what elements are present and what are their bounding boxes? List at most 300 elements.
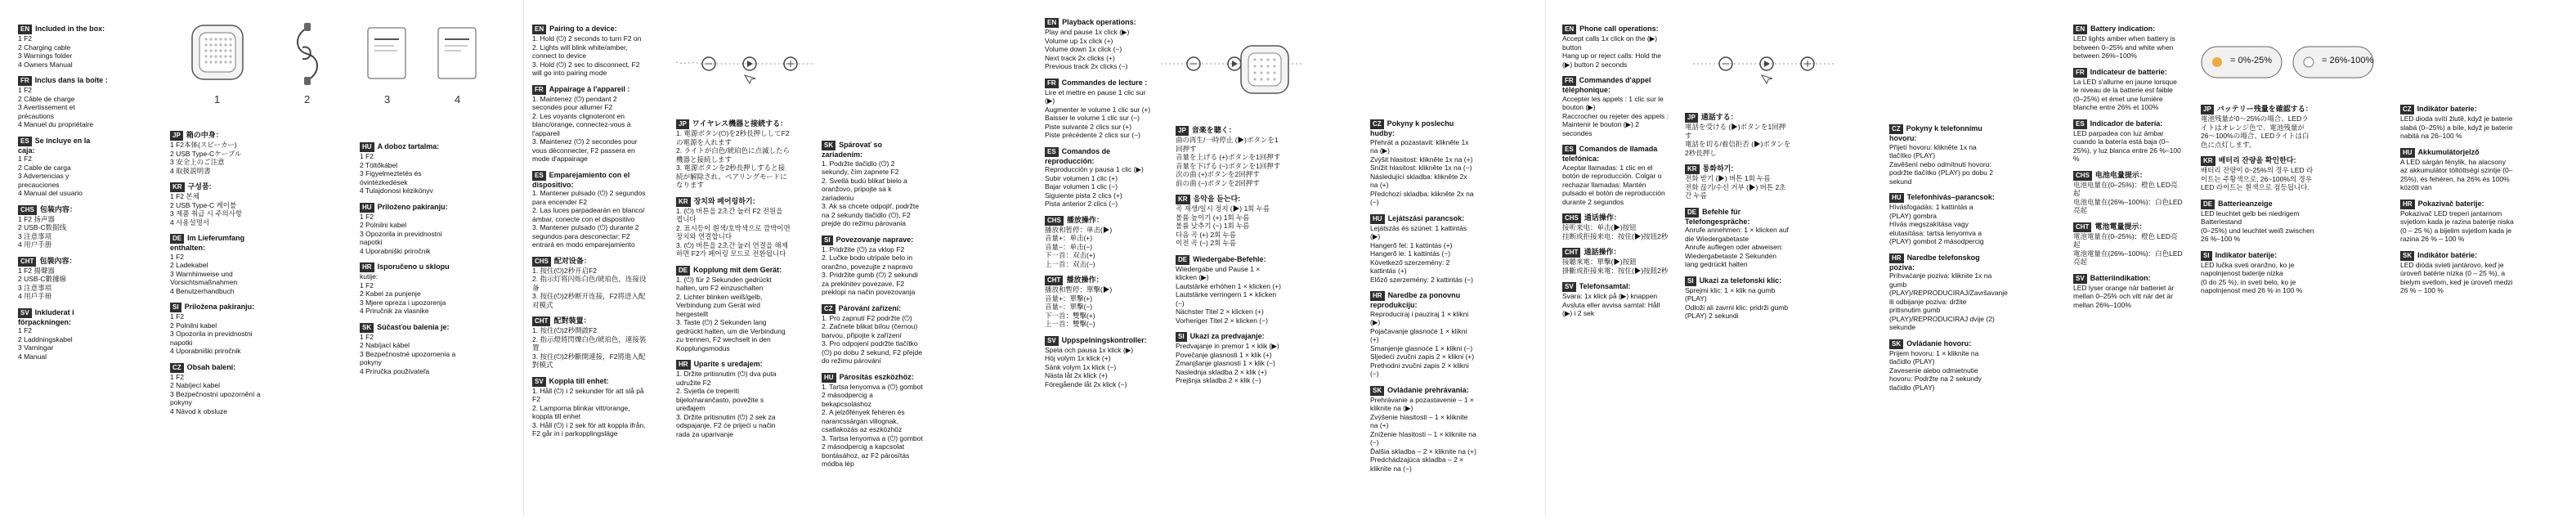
language-block xyxy=(360,262,458,316)
instruction-line: 3 제품 취급 시 주의사항 xyxy=(170,209,243,218)
language-tag: CHT xyxy=(532,316,550,326)
block-heading xyxy=(2073,222,2184,232)
instruction-line: 볼륨 낮추기 (−) 1회 누름 xyxy=(1176,222,1250,230)
instruction-line: 다음 곡 (+) 2회 누름 xyxy=(1176,230,1237,239)
instruction-line: 電池電量在(26%–100%)：白色LED亮起 xyxy=(2073,249,2183,266)
instruction-line: 2 Nabíjecí kabel xyxy=(170,381,220,389)
language-block xyxy=(1045,147,1151,209)
instruction-line: 3 注意事项 xyxy=(18,231,52,240)
instruction-line: 3 Warnhinweise und Vorsichtsmaßnahmen xyxy=(170,269,238,286)
language-block xyxy=(360,323,458,376)
instruction-line: 接听来电：单击(▶)按钮 xyxy=(1562,223,1637,231)
language-tag: CHS xyxy=(1045,216,1064,226)
language-block xyxy=(822,236,924,297)
block-title: Pairing to a device: xyxy=(549,25,617,33)
language-tag: ES xyxy=(2073,119,2087,129)
language-block xyxy=(1370,386,1476,473)
instruction-line: Következő szerzemény: 2 kattintás (+) xyxy=(1370,258,1450,275)
instruction-line: 1 F2 揚聲器 xyxy=(18,266,55,275)
instruction-line: 2. Svjetla će treperiti bijelo/narančasto, povežite s uređajem xyxy=(676,387,764,412)
instruction-line: 2. ライトが白色/琥珀色に点滅したら機器と接続します xyxy=(676,146,791,164)
instruction-line: 電池残量が0〜25%の場合、LEDライトはオレンジ色で、電池残量が26〜100%の場合、LEDライトは白色に点灯します。 xyxy=(2201,114,2309,149)
instruction-line: 2 Polnilni kabel xyxy=(360,221,407,229)
block-heading xyxy=(18,308,108,327)
language-tag: SK xyxy=(1370,386,1384,396)
language-tag: HR xyxy=(1889,254,1904,263)
instruction-line: LED dioda svítí žlutě, když je baterie slabá (0–25%) a bíle, když je baterie nabitá na 26–100 % xyxy=(2400,114,2513,140)
block-title: 包装内容： xyxy=(39,204,77,213)
instruction-line: Přehrát a pozastavit: klikněte 1x na (▶) xyxy=(1370,137,1469,155)
instruction-line: (0 do 25 %), in sveti belo, ko je napolnjenost med 26 % in 100 % xyxy=(2201,277,2303,294)
instruction-line: 1 F2 xyxy=(360,212,374,221)
language-block xyxy=(532,257,647,310)
block-heading xyxy=(2073,119,2184,129)
instruction-line: 曲の再生/一時停止 (▶)ボタンを1回押す xyxy=(1176,136,1279,153)
block-title: Comandos de reproducción: xyxy=(1045,146,1111,165)
instruction-line: 4 Priručnik za vlasnike xyxy=(360,307,429,315)
instruction-line: 3 Mjere opreza i upozorenja xyxy=(360,298,446,307)
instruction-line: (0–25%) und leuchtet weiß zwischen 26 %–100 % xyxy=(2201,226,2314,243)
language-tag: ES xyxy=(532,171,546,181)
block-title: Naredbe za ponovnu reprodukciju: xyxy=(1370,291,1461,309)
instruction-line: Hang up or reject calls: Hold the (▶) button 2 seconds xyxy=(1562,52,1661,69)
block-heading xyxy=(360,323,458,333)
language-block xyxy=(2400,148,2515,192)
box-contents-column-left xyxy=(18,25,108,368)
language-tag: EN xyxy=(2073,25,2087,34)
language-block xyxy=(676,360,791,438)
instruction-line: 2 Nabíjací kábel xyxy=(360,341,410,349)
instruction-line: Reproducción y pausa 1 clic (▶) xyxy=(1045,165,1144,173)
instruction-line: 전화 끊기/수신 거부 (▶) 버튼 2초간 누름 xyxy=(1685,182,1786,200)
language-block xyxy=(170,131,268,175)
battery-column-a xyxy=(2073,25,2184,316)
instruction-line: 1. Pro zapnutí F2 podržte (⏻) xyxy=(822,313,912,322)
language-block xyxy=(2073,222,2184,267)
instruction-line: 4 用戶手冊 xyxy=(18,292,52,300)
instruction-line: 1. Maintenez (⏻) pendant 2 secondes pour allumer F2 xyxy=(532,94,617,111)
language-block xyxy=(170,363,268,416)
instruction-line: 4 사용설명서 xyxy=(170,218,210,227)
block-title: 音楽を聴く： xyxy=(1191,126,1236,134)
block-heading xyxy=(170,363,268,373)
block-title: 电池电量提示： xyxy=(2094,170,2147,179)
instruction-line: kutije: xyxy=(360,272,379,280)
language-tag: CHT xyxy=(1562,248,1580,258)
block-title: Indikátor batérie: xyxy=(2417,250,2478,259)
instruction-line: Odloži ali zavrni klic: pridrži gumb (PLAY) 2 sekundi xyxy=(1685,303,1789,320)
language-block xyxy=(822,141,924,228)
instruction-line: Piste suivante 2 clics sur (+) xyxy=(1045,122,1132,131)
block-heading xyxy=(2073,274,2184,284)
block-heading xyxy=(170,182,268,192)
calls-column-b xyxy=(1685,113,1791,328)
instruction-line: 1. Hold (⏻) 2 seconds to turn F2 on xyxy=(532,34,642,43)
language-block xyxy=(676,197,791,258)
block-heading xyxy=(1370,291,1476,310)
block-heading xyxy=(170,131,268,141)
charging-cable-illustration xyxy=(291,23,324,85)
language-block xyxy=(2400,105,2515,141)
instruction-line: Anrufe auflegen oder abweisen: Wiedergabetaste 2 Sekunden lang gedrückt halten xyxy=(1685,243,1784,268)
instruction-line: 3. (⏻) 버튼을 2초간 눌러 연결을 해제하면 F2가 페어링 모드로 전환됩니다 xyxy=(676,240,788,258)
block-title: 箱の中身： xyxy=(186,131,223,139)
block-heading xyxy=(532,171,647,190)
instruction-line: 4 Manuel du propriétaire xyxy=(18,120,94,128)
instruction-line: 2. Lamporna blinkar vitt/orange, koppla till enhet xyxy=(532,403,630,420)
instruction-line: LED lučka sveti oranžno, ko je napolnjenost baterije nizka xyxy=(2201,260,2295,277)
block-heading xyxy=(170,303,268,312)
block-heading xyxy=(18,25,108,34)
instruction-line: 3 Varningar xyxy=(18,343,54,352)
instruction-line: 1 F2 扬声器 xyxy=(18,214,55,223)
instruction-line: Siguiente pista 2 clics (+) xyxy=(1045,191,1122,200)
instruction-line: 2. 指示灯将闪烁白色/琥珀色，连接设备 xyxy=(532,275,647,292)
battery-low-badge xyxy=(2201,46,2283,79)
instruction-line: 2 Töltőkábel xyxy=(360,160,398,169)
block-title: Telefonsamtal: xyxy=(1579,282,1631,290)
instruction-line: 3 安全上のご注意 xyxy=(170,158,225,166)
language-tag: SV xyxy=(2073,274,2087,284)
block-title: 장치와 페어링하기: xyxy=(693,196,755,205)
block-title: Obsah balení: xyxy=(186,362,236,371)
block-heading xyxy=(1176,126,1282,136)
language-block xyxy=(1370,291,1476,379)
instruction-line: Előző szerzemény: 2 kattintás (−) xyxy=(1370,275,1473,284)
language-block xyxy=(1889,124,1996,186)
language-tag: SK xyxy=(2400,251,2414,261)
language-block xyxy=(18,257,108,301)
language-tag: DE xyxy=(170,234,184,244)
instruction-line: Pokazivač LED treperi jantarnom svjetlom kada je razina baterije niska (0 – 25 %) a bijelim svjetlom kada je razina 26 % – 100 % xyxy=(2400,209,2514,243)
panel-battery xyxy=(2057,0,2576,516)
instruction-line: Previous track 2x clicks (−) xyxy=(1045,62,1128,70)
block-heading xyxy=(532,85,647,95)
language-block xyxy=(1889,193,1996,246)
block-heading xyxy=(676,197,791,207)
instruction-line: 掛斷或拒接來電：按住(▶)按鈕2秒 xyxy=(1562,266,1669,275)
language-block xyxy=(1889,253,2008,332)
block-title: Wiedergabe-Befehle: xyxy=(1193,254,1266,263)
language-tag: HR xyxy=(2400,200,2415,209)
instruction-line: 1 F2 xyxy=(18,326,33,334)
calls-column-a xyxy=(1562,25,1669,325)
language-tag: CZ xyxy=(822,304,836,314)
language-block xyxy=(2201,156,2315,192)
instruction-line: Volume down 1x click (−) xyxy=(1045,45,1122,53)
language-tag: SI xyxy=(1685,276,1696,286)
language-tag: EN xyxy=(1562,25,1576,34)
led-white-icon xyxy=(2304,57,2314,67)
instruction-line: 4 Uporabniški priročnik xyxy=(170,347,241,355)
block-title: Telefonhívás–parancsok: xyxy=(1906,193,1995,201)
language-tag: JP xyxy=(1685,113,1698,123)
language-tag: EN xyxy=(532,25,546,34)
instruction-line: LED leuchtet gelb bei niedrigem Batteriestand xyxy=(2201,209,2300,226)
instruction-line: 1. Mantener pulsado (⏻) 2 segundos para encender F2 xyxy=(532,189,646,206)
language-tag: CZ xyxy=(1889,124,1903,134)
block-heading xyxy=(18,76,108,86)
instruction-line: 電池電量在(0–25%)：橙色 LED亮起 xyxy=(2073,231,2178,249)
block-heading xyxy=(532,377,647,387)
instruction-line: Accepter les appels : 1 clic sur le bouton (▶) xyxy=(1562,94,1664,111)
block-heading xyxy=(2201,251,2315,261)
block-title: A doboz tartalma: xyxy=(377,142,440,150)
language-tag: CHS xyxy=(2073,171,2092,181)
language-block xyxy=(822,304,924,366)
language-block xyxy=(1562,248,1669,275)
language-block xyxy=(532,85,647,164)
instruction-line: 电池电量在(0–25%)：橙色 LED亮起 xyxy=(2073,180,2178,197)
instruction-line: 2 USB Type-C 케이블 xyxy=(170,200,237,209)
instruction-line: Accept calls 1x click on the (▶) button xyxy=(1562,34,1658,52)
instruction-line: 3 Figyelmeztetés és óvintézkedések xyxy=(360,169,422,186)
instruction-line: 音量−：單擊(−) xyxy=(1045,303,1093,311)
block-title: 배터리 잔량을 확인한다: xyxy=(2218,156,2296,164)
instruction-line: 2 Ladekabel xyxy=(170,261,208,269)
instruction-line: Předchozí skladba: klikněte 2x na (−) xyxy=(1370,189,1474,206)
instruction-line: Zníženie hlasitosti – 1 × kliknite na (−) xyxy=(1370,429,1476,446)
instruction-line: 2. Začnete blikat bílou (černou) barvou, připojte k zařízení xyxy=(822,322,918,339)
block-title: Naredbe telefonskog poziva: xyxy=(1889,253,1980,271)
block-title: Priloženo pakiranju: xyxy=(377,202,448,211)
instruction-line: Hangerő le: 1 kattintás (−) xyxy=(1370,249,1451,258)
instruction-line: 2 Cable de carga xyxy=(18,163,71,172)
language-tag: HU xyxy=(822,373,836,383)
instruction-line: 上一首：双击(−) xyxy=(1045,259,1095,268)
instruction-line: 4 Benutzerhandbuch xyxy=(170,286,235,295)
instruction-line: 1 F2 xyxy=(360,152,374,160)
instruction-line: 4 取扱説明書 xyxy=(170,166,211,175)
instruction-line: Pista anterior 2 clics (−) xyxy=(1045,200,1118,208)
block-heading xyxy=(1562,25,1669,34)
instruction-line: 3. Ak sa chcete odpojiť, podržte na 2 sekundy tlačidlo (⏻), F2 prejde do režimu párovania xyxy=(822,202,919,227)
pairing-column-a xyxy=(532,25,647,446)
instruction-line: Zavěšení nebo odmítnutí hovoru: podržte tlačítko (PLAY) po dobu 2 sekund xyxy=(1889,159,1993,186)
instruction-line: Ďalšia skladba – 2 × kliknite na (+) xyxy=(1370,446,1476,455)
instruction-line: 3. 按住(⏻)2秒断开连接，F2将进入配对模式 xyxy=(532,292,646,309)
language-tag: CHT xyxy=(2073,222,2091,232)
block-title: 음악을 듣는다: xyxy=(1193,195,1241,203)
instruction-line: Nästa låt 2x klick (+) xyxy=(1045,371,1108,379)
instruction-line: Spela och pausa 1x klick (▶) xyxy=(1045,345,1134,354)
block-title: Lejátszási parancsok: xyxy=(1387,213,1465,222)
block-title: 播放操作： xyxy=(1066,276,1104,284)
instruction-line: 次の曲 (+)ボタンを2回押す xyxy=(1176,170,1260,178)
instruction-line: 音量+：單擊(+) xyxy=(1045,294,1093,303)
owners-manual-illustration xyxy=(437,26,477,80)
language-tag: CZ xyxy=(2400,105,2414,114)
instruction-line: 前の曲 (−)ボタンを2回押す xyxy=(1176,178,1260,187)
instruction-line: 1. Pridržite (⏻) za vklop F2 xyxy=(822,245,905,254)
block-title: Commandes d'appel téléphonique: xyxy=(1562,76,1651,94)
block-title: Included in the box: xyxy=(35,25,105,33)
instruction-line: Sänk volym 1x klick (−) xyxy=(1045,362,1117,371)
block-title: Battery indication: xyxy=(2090,25,2156,33)
language-tag: CHT xyxy=(18,257,36,267)
instruction-line: 1 F2 xyxy=(170,252,185,261)
language-block xyxy=(1176,255,1282,325)
instruction-line: LED dióda svieti jantárovo, keď je úroveň batérie nízka (0 – 25 %), a bielym svetlom, keď je úroveň medzi 26 % – 100 % xyxy=(2400,260,2513,294)
block-title: Pokyny k poslechu hudby: xyxy=(1370,119,1454,137)
instruction-line: 播放和暂停：单击(▶) xyxy=(1045,225,1113,234)
instruction-line: 3. Tartsa lenyomva a (⏻) gombot 2 másodpercig a kapcsolat bontásához, az F2 párosítás módba lép xyxy=(822,433,923,468)
block-heading xyxy=(1045,18,1151,28)
language-tag: HU xyxy=(1889,193,1904,203)
block-heading xyxy=(1889,124,1996,143)
block-heading xyxy=(1370,119,1476,138)
block-heading xyxy=(1685,276,1791,286)
language-tag: FR xyxy=(18,76,32,86)
block-title: Povezovanje naprave: xyxy=(836,235,914,244)
instruction-line: 3. Maintenez (⏻) 2 secondes pour vous déconnecter, F2 passera en mode d'appairage xyxy=(532,137,638,163)
block-title: Batterieanzeige xyxy=(2218,199,2273,208)
instruction-line: 전화 받기 (▶) 버튼 1회 누름 xyxy=(1685,174,1771,182)
language-tag: DE xyxy=(1685,208,1699,218)
figure-number-3: 3 xyxy=(384,93,391,105)
pairing-button-diagram xyxy=(676,41,823,90)
language-tag: SK xyxy=(1889,339,1903,349)
block-heading xyxy=(1370,214,1476,224)
language-tag: JP xyxy=(170,131,183,141)
language-tag: CHT xyxy=(1045,276,1063,285)
instruction-line: Subir volumen 1 clic (+) xyxy=(1045,173,1118,182)
instruction-line: Sljedeći zvučni zapis 2 × klikni (+) xyxy=(1370,352,1475,361)
panel-playback xyxy=(822,0,1545,516)
instruction-line: 1. 按住(⏻)2秒開啟F2 xyxy=(532,326,597,334)
block-title: Se incluye en la caja: xyxy=(18,136,91,155)
block-heading xyxy=(360,142,458,152)
language-tag: FR xyxy=(1562,76,1576,86)
battery-column-b xyxy=(2201,105,2315,303)
speaker-side-illustration xyxy=(1236,41,1293,98)
language-block xyxy=(360,142,458,195)
block-heading xyxy=(822,373,924,383)
language-block xyxy=(18,137,108,198)
language-block xyxy=(2201,251,2315,295)
instruction-line: Povečanje glasnosti 1 × klik (+) xyxy=(1176,350,1272,359)
language-tag: SI xyxy=(2201,251,2212,261)
instruction-line: 1. Håll (⏻) i 2 sekunder för att slå på F2 xyxy=(532,386,644,403)
block-heading xyxy=(2073,68,2184,78)
instruction-line: Vorheriger Titel 2 × klicken (−) xyxy=(1176,316,1268,325)
instruction-line: 3. Håll (⏻) i 2 sek för att koppla ifrån, F2 går in i parkopplingsläge xyxy=(532,420,646,437)
instruction-line: 2. Lučke bodo utripale belo in oranžno, povezujte z napravo xyxy=(822,254,913,271)
language-block xyxy=(170,303,268,356)
led-amber-icon xyxy=(2212,57,2222,67)
instruction-line: 곡 재생/일시 정지 (▶) 1회 누름 xyxy=(1176,204,1270,213)
block-heading xyxy=(1889,339,1996,349)
instruction-line: Sprejmi klic: 1 × klik na gumb (PLAY) xyxy=(1685,285,1776,303)
language-block xyxy=(2073,119,2184,164)
block-heading xyxy=(1562,282,1669,292)
block-heading xyxy=(676,266,791,276)
language-block xyxy=(18,205,108,249)
block-title: Indikátor baterie: xyxy=(2417,105,2477,113)
instruction-line: 2. A jelzőfények fehéren és narancssárgán villognak, csatlakozás az eszközhöz xyxy=(822,408,905,433)
block-title: Isporučeno u sklopu xyxy=(377,262,450,271)
instruction-line: 2. Lights will blink white/amber, connect to device xyxy=(532,43,628,60)
language-tag: SV xyxy=(532,377,546,387)
instruction-line: Prethodni zvučni zapis 2 × klikni (−) xyxy=(1370,361,1469,378)
instruction-line: Nächster Titel 2 × klicken (+) xyxy=(1176,307,1264,316)
instruction-line: Prehrávanie a pozastavenie – 1 × kliknite na (▶) xyxy=(1370,395,1474,412)
block-heading xyxy=(360,203,458,213)
language-block xyxy=(1685,276,1791,321)
block-title: Inkluderat i förpackningen: xyxy=(18,307,74,326)
language-block xyxy=(1370,119,1476,207)
instruction-line: Prihvaćanje poziva: kliknite 1x na gumb (PLAY)/REPRODUCIRAJ/Završavanje ili odbijanje poziva: držite pritisnutim gumb (PLAY)/REPRODUCIRAJ dvije (2) sekunde xyxy=(1889,271,2008,331)
language-block xyxy=(1562,25,1669,69)
playback-column-b xyxy=(1176,126,1282,393)
language-block xyxy=(532,25,647,78)
instruction-line: 1. (⏻) 버튼을 2초간 눌러 F2 전원을 켭니다 xyxy=(676,206,783,223)
instruction-line: 電話を切る/着信拒否 (▶)ボタンを2秒長押し xyxy=(1685,140,1791,157)
instruction-line: 3 注意事項 xyxy=(18,283,52,292)
instruction-line: 2 USB Type-Cケーブル xyxy=(170,149,242,158)
instruction-line: 2. Svetlá budú blikať bielo a oranžovo, pripojte sa k zariadeniu xyxy=(822,176,907,202)
language-tag: FR xyxy=(2073,68,2087,78)
language-block xyxy=(1562,213,1669,240)
language-tag: KR xyxy=(1685,164,1700,174)
battery-low-label: = 0%-25% xyxy=(2230,56,2273,65)
call-button-diagram xyxy=(1693,41,1840,90)
language-tag: EN xyxy=(1045,18,1059,28)
block-title: Súčasťou balenia je: xyxy=(377,322,450,331)
instruction-line: 배터리 잔량이 0~25%의 경우 LED 라이트는 주황색으로, 26~100%의 경우 LED 라이트는 흰색으로 점등됩니다. xyxy=(2201,166,2314,191)
instruction-line: Prijem hovoru: 1 × kliknite na tlačidlo (PLAY) xyxy=(1889,348,1979,366)
block-heading xyxy=(1176,255,1282,265)
panel-pairing xyxy=(524,0,1030,516)
language-tag: HU xyxy=(2400,148,2415,158)
block-heading xyxy=(2201,156,2315,166)
language-block xyxy=(1045,18,1151,71)
language-block xyxy=(1685,208,1791,269)
language-tag: HR xyxy=(360,262,374,272)
box-contents-column-far xyxy=(360,142,458,383)
language-block xyxy=(2073,68,2184,112)
language-tag: KR xyxy=(676,197,691,207)
instruction-line: Volume up 1x click (+) xyxy=(1045,36,1113,45)
instruction-line: 1 F2 xyxy=(18,86,33,94)
instruction-line: Svara: 1x klick på (▶) knappen xyxy=(1562,292,1658,300)
instruction-line: Zvýšit hlasitost: klikněte 1x na (+) xyxy=(1370,155,1473,164)
instruction-line: 音量+：单击(+) xyxy=(1045,234,1093,242)
block-title: 播放操作： xyxy=(1066,215,1104,224)
language-tag: KR xyxy=(2201,156,2215,166)
block-heading xyxy=(532,316,647,326)
language-tag: CHS xyxy=(532,257,551,267)
instruction-line: 1 F2 xyxy=(360,332,374,341)
instruction-line: Pojačavanje glasnoće 1 × klikni (+) xyxy=(1370,326,1467,343)
block-title: 通话操作： xyxy=(1584,213,1621,222)
language-tag: HU xyxy=(360,142,374,152)
block-title: Spárovať so zariadením: xyxy=(822,141,882,159)
instruction-line: Hívás megszakítása vagy elutasítása: tartsa lenyomva a (PLAY) gombot 2 másodpercig xyxy=(1889,220,1984,245)
block-heading xyxy=(1889,254,1996,272)
block-heading xyxy=(2400,148,2515,158)
language-tag: DE xyxy=(2201,200,2215,209)
block-title: Ovládanie prehrávania: xyxy=(1387,385,1469,394)
block-heading xyxy=(2073,25,2184,34)
language-block xyxy=(2073,171,2184,215)
instruction-line: 4 Návod k obsluze xyxy=(170,406,227,415)
playback-column-a xyxy=(1045,18,1151,396)
block-heading xyxy=(2400,200,2515,209)
language-block xyxy=(2073,274,2184,310)
instruction-line: Play and pause 1x click (▶) xyxy=(1045,28,1130,36)
instruction-line: 4 Manual xyxy=(18,352,47,361)
